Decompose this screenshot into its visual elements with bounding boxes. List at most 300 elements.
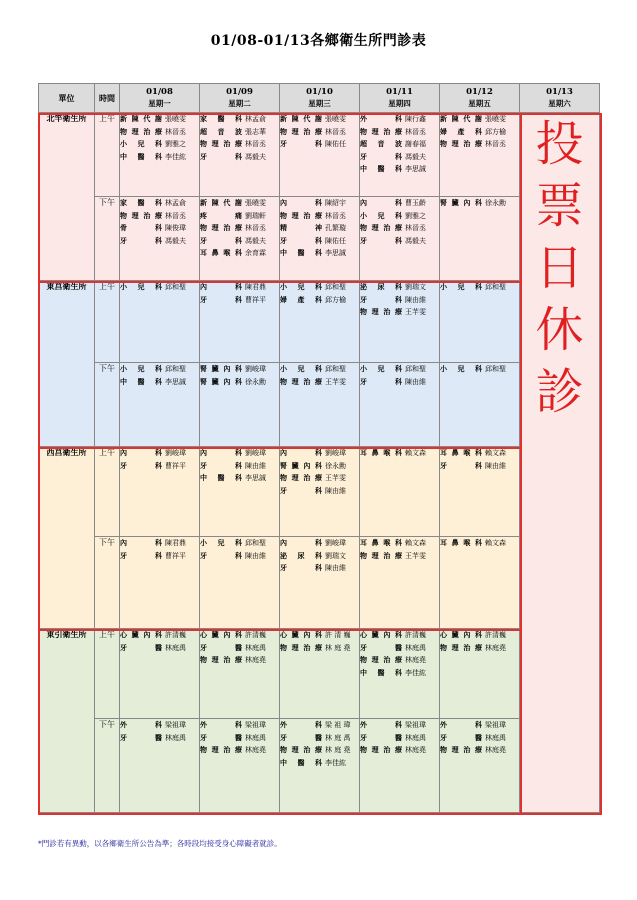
- doctor-name: 林庭禹: [165, 643, 186, 652]
- clinic-entry: [360, 222, 439, 235]
- schedule-cell: [440, 629, 520, 719]
- department: 家 醫 科: [120, 198, 162, 207]
- schedule-cell: [200, 281, 280, 363]
- clinic-entry: [360, 376, 439, 389]
- clinic-entry: [120, 363, 199, 376]
- station-name: 北竿衛生所: [39, 113, 95, 281]
- header-unit: 單位: [39, 84, 95, 113]
- period-label: 下午: [95, 197, 120, 281]
- clinic-entry: [200, 642, 279, 655]
- schedule-cell: [440, 197, 520, 281]
- clinic-entry: [120, 376, 199, 389]
- doctor-name: 邱和聖: [245, 539, 266, 547]
- clinic-entry: [440, 447, 519, 460]
- doctor-name: 邱和聖: [325, 283, 346, 291]
- doctor-name: 徐永勳: [325, 461, 346, 470]
- department: 牙 醫: [360, 732, 402, 742]
- clinic-entry: [200, 732, 279, 745]
- schedule-cell: [120, 447, 200, 537]
- clinic-entry: [440, 642, 519, 655]
- header-day-3: [280, 84, 360, 113]
- header-day-6: [520, 84, 600, 113]
- department: 內 科: [200, 282, 242, 291]
- department: 物理治療: [440, 745, 482, 754]
- doctor-name: 林庭禹: [245, 643, 266, 652]
- doctor-name: 劉峻瑋: [165, 449, 186, 457]
- doctor-name: 馮毅夫: [165, 236, 186, 245]
- header-date: 01/09: [226, 87, 253, 97]
- clinic-entry: [280, 281, 359, 294]
- clinic-entry: [120, 537, 199, 550]
- doctor-name: 王芊雯: [325, 474, 346, 482]
- clinic-entry: [200, 719, 279, 732]
- clinic-entry: [280, 472, 359, 485]
- department: 疼 痛: [200, 210, 242, 220]
- schedule-cell: [360, 719, 440, 813]
- department: 牙 醫: [200, 732, 242, 742]
- clinic-schedule-table: [38, 83, 600, 813]
- doctor-name: 賴文森: [485, 449, 506, 457]
- clinic-entry: [120, 732, 199, 745]
- doctor-name: 張曉雯: [165, 115, 186, 123]
- clinic-entry: [280, 235, 359, 248]
- header-day-4: [360, 84, 440, 113]
- schedule-cell: [360, 197, 440, 281]
- clinic-entry: [440, 138, 519, 151]
- clinic-entry: [200, 744, 279, 757]
- doctor-name: 李佳紘: [405, 668, 426, 677]
- clinic-entry: [360, 294, 439, 307]
- page-title: 01/08-01/13各鄉衛生所門診表: [210, 33, 427, 49]
- department: 中 醫 科: [280, 248, 322, 257]
- department: 牙 科: [360, 294, 402, 304]
- clinic-entry: [360, 138, 439, 151]
- doctor-name: 邱和聖: [485, 283, 506, 291]
- doctor-name: 林庭禹: [245, 733, 266, 742]
- header-weekday: 星期一: [148, 99, 171, 108]
- doctor-name: 劉雅之: [405, 211, 426, 220]
- department: 物理治療: [120, 126, 162, 136]
- department: 牙 醫: [120, 732, 162, 742]
- clinic-entry: [360, 113, 439, 126]
- department: 耳鼻喉科: [360, 538, 402, 547]
- doctor-name: 張志華: [245, 127, 266, 136]
- closed-note-char: 票: [535, 178, 584, 234]
- clinic-entry: [120, 222, 199, 235]
- doctor-name: 馮毅夫: [245, 236, 266, 245]
- clinic-entry: [440, 126, 519, 139]
- doctor-name: 李思誠: [165, 377, 186, 386]
- clinic-entry: [200, 126, 279, 139]
- doctor-name: 陳佑任: [325, 140, 346, 148]
- department: 小 兒 科: [200, 538, 242, 547]
- department: 內 科: [120, 538, 162, 547]
- department: 腎臟內科: [200, 376, 242, 386]
- doctor-name: 林晉丞: [405, 127, 426, 136]
- doctor-name: 曹祥平: [245, 295, 266, 304]
- department: 骨 科: [120, 223, 162, 232]
- doctor-name: 林庭禹: [405, 733, 426, 742]
- schedule-cell: [200, 537, 280, 629]
- clinic-entry: [200, 654, 279, 667]
- clinic-entry: [280, 485, 359, 498]
- doctor-name: 陳由維: [405, 295, 426, 304]
- clinic-entry: [280, 138, 359, 151]
- clinic-entry: [280, 537, 359, 550]
- header-date: 01/12: [466, 87, 493, 97]
- schedule-cell: [280, 281, 360, 363]
- doctor-name: 張曉雯: [245, 199, 266, 207]
- department: 外 科: [360, 720, 402, 729]
- department: 小 兒 科: [440, 364, 482, 373]
- closed-note-char: 投: [535, 116, 584, 172]
- doctor-name: 林晉丞: [245, 140, 266, 148]
- doctor-name: 馮毅夫: [405, 152, 426, 161]
- doctor-name: 林庭禹: [485, 733, 506, 742]
- department: 心臟內科: [200, 630, 242, 639]
- doctor-name: 許清巍: [245, 631, 266, 639]
- schedule-cell: [280, 719, 360, 813]
- schedule-cell: [120, 537, 200, 629]
- department: 牙 科: [120, 460, 162, 470]
- doctor-name: 徐永勳: [245, 377, 266, 386]
- doctor-name: 陳由維: [325, 564, 346, 572]
- header-weekday: 星期五: [468, 99, 491, 108]
- clinic-entry: [360, 281, 439, 294]
- department: 超 音 波: [200, 126, 242, 136]
- doctor-name: 陳由維: [405, 377, 426, 386]
- department: 牙 科: [200, 235, 242, 245]
- department: 物理治療: [360, 307, 402, 316]
- department: 牙 科: [280, 235, 322, 245]
- clinic-entry: [360, 126, 439, 139]
- clinic-entry: [200, 363, 279, 376]
- schedule-cell: [200, 719, 280, 813]
- station-row-am: [39, 629, 600, 719]
- department: 物理治療: [440, 642, 482, 652]
- station-row-pm: [39, 197, 600, 281]
- doctor-name: 許清巍: [165, 631, 186, 639]
- doctor-name: 馮毅夫: [245, 152, 266, 161]
- doctor-name: 許清巍: [405, 631, 426, 639]
- doctor-name: 陳由維: [245, 461, 266, 470]
- department: 中 醫 科: [120, 151, 162, 161]
- department: 心臟內科: [440, 630, 482, 639]
- station-name: 東莒衛生所: [39, 281, 95, 447]
- department: 中 醫 科: [120, 376, 162, 386]
- doctor-name: 邱方榆: [325, 295, 346, 304]
- schedule-cell: [280, 629, 360, 719]
- department: 物理治療: [360, 745, 402, 754]
- doctor-name: 許清巍: [485, 631, 506, 639]
- clinic-entry: [440, 744, 519, 757]
- department: 小 兒 科: [360, 210, 402, 220]
- clinic-entry: [120, 281, 199, 294]
- doctor-name: 林孟俞: [165, 199, 186, 207]
- clinic-entry: [280, 363, 359, 376]
- doctor-name: 林晉丞: [165, 127, 186, 136]
- department: 新陳代謝: [200, 198, 242, 207]
- doctor-name: 李思誠: [245, 474, 266, 482]
- department: 小 兒 科: [280, 364, 322, 373]
- clinic-entry: [120, 460, 199, 473]
- doctor-name: 林庭禹: [405, 643, 426, 652]
- doctor-name: 徐永勳: [485, 199, 506, 207]
- clinic-entry: [440, 113, 519, 126]
- doctor-name: 林晉丞: [165, 211, 186, 220]
- department: 牙 科: [360, 376, 402, 386]
- department: 牙 醫: [200, 642, 242, 652]
- department: 物理治療: [440, 139, 482, 148]
- schedule-cell: [120, 113, 200, 197]
- clinic-entry: [360, 537, 439, 550]
- clinic-entry: [280, 113, 359, 126]
- clinic-entry: [280, 629, 359, 642]
- clinic-entry: [200, 294, 279, 307]
- clinic-entry: [200, 537, 279, 550]
- schedule-cell: [440, 363, 520, 447]
- doctor-name: 林孟俞: [245, 115, 266, 123]
- department: 物理治療: [280, 473, 322, 482]
- clinic-entry: [200, 151, 279, 164]
- doctor-name: 劉峻瑋: [245, 449, 266, 457]
- header-weekday: 星期三: [308, 99, 331, 108]
- clinic-entry: [440, 719, 519, 732]
- clinic-entry: [280, 376, 359, 389]
- header-date: 01/13: [546, 87, 573, 97]
- clinic-entry: [120, 642, 199, 655]
- clinic-entry: [360, 667, 439, 680]
- department: 外 科: [360, 114, 402, 123]
- doctor-name: 林 庭 堯: [325, 643, 351, 652]
- clinic-entry: [440, 281, 519, 294]
- clinic-entry: [360, 719, 439, 732]
- department: 婦 產 科: [280, 294, 322, 304]
- clinic-entry: [280, 247, 359, 260]
- department: 外 科: [200, 720, 242, 729]
- department: 精 神: [280, 223, 322, 232]
- doctor-name: 邱方榆: [485, 127, 506, 136]
- doctor-name: 陳由維: [245, 551, 266, 560]
- department: 新陳代謝: [280, 114, 322, 123]
- clinic-entry: [280, 757, 359, 770]
- doctor-name: 林晉丞: [245, 224, 266, 232]
- clinic-entry: [120, 126, 199, 139]
- department: 牙 醫: [120, 642, 162, 652]
- doctor-name: 陳佑任: [325, 236, 346, 245]
- closed-note-char: 日: [535, 240, 584, 296]
- header-date: 01/11: [386, 87, 413, 97]
- department: 牙 科: [120, 550, 162, 560]
- clinic-entry: [280, 294, 359, 307]
- clinic-entry: [360, 306, 439, 319]
- department: 心臟內科: [280, 630, 322, 639]
- clinic-entry: [120, 113, 199, 126]
- station-row-am: [39, 447, 600, 537]
- clinic-entry: [280, 550, 359, 563]
- department: 物理治療: [200, 223, 242, 232]
- clinic-entry: [440, 732, 519, 745]
- clinic-entry: [360, 163, 439, 176]
- doctor-name: 林晉丞: [325, 211, 346, 220]
- clinic-entry: [280, 562, 359, 575]
- department: 外 科: [120, 720, 162, 729]
- header-day-5: [440, 84, 520, 113]
- clinic-entry: [360, 235, 439, 248]
- schedule-cell: [280, 447, 360, 537]
- doctor-name: 劉瑞軒: [245, 211, 266, 220]
- department: 牙 科: [280, 563, 322, 572]
- station-name: 西莒衛生所: [39, 447, 95, 629]
- department: 小 兒 科: [120, 282, 162, 291]
- department: 內 科: [120, 448, 162, 457]
- header-day-1: [120, 84, 200, 113]
- clinic-entry: [280, 447, 359, 460]
- department: 牙 科: [280, 139, 322, 148]
- department: 物理治療: [360, 655, 402, 664]
- clinic-entry: [360, 197, 439, 210]
- department: 泌 尿 科: [360, 282, 402, 291]
- doctor-name: 李佳紘: [165, 152, 186, 161]
- department: 內 科: [280, 538, 322, 547]
- doctor-name: 曹祥平: [165, 551, 186, 560]
- doctor-name: 林晉丞: [325, 127, 346, 136]
- department: 牙 科: [200, 460, 242, 470]
- header-date: 01/10: [306, 87, 333, 97]
- clinic-entry: [200, 247, 279, 260]
- department: 小 兒 科: [360, 364, 402, 373]
- clinic-entry: [200, 460, 279, 473]
- clinic-entry: [360, 732, 439, 745]
- clinic-entry: [120, 719, 199, 732]
- department: 耳鼻喉科: [440, 448, 482, 457]
- doctor-name: 林庭堯: [485, 746, 506, 754]
- department: 小 兒 科: [280, 282, 322, 291]
- doctor-name: 邱和聖: [485, 365, 506, 373]
- clinic-entry: [440, 197, 519, 210]
- department: 心臟內科: [120, 630, 162, 639]
- header-weekday: 星期二: [228, 99, 251, 108]
- doctor-name: 邱和聖: [405, 365, 426, 373]
- schedule-cell: [280, 363, 360, 447]
- doctor-name: 曹玉齡: [405, 199, 426, 207]
- doctor-name: 曹祥平: [165, 461, 186, 470]
- department: 中 醫 科: [200, 473, 242, 482]
- doctor-name: 林庭堯: [405, 656, 426, 664]
- clinic-entry: [360, 654, 439, 667]
- department: 牙 科: [440, 460, 482, 470]
- clinic-entry: [120, 210, 199, 223]
- clinic-entry: [200, 472, 279, 485]
- doctor-name: 許 清 巍: [325, 631, 351, 639]
- schedule-cell: [120, 363, 200, 447]
- department: 腎臟內科: [440, 198, 482, 207]
- schedule-cell: [360, 537, 440, 629]
- doctor-name: 陳由維: [325, 486, 346, 495]
- schedule-cell: [120, 197, 200, 281]
- clinic-entry: [360, 642, 439, 655]
- doctor-name: 李思誠: [325, 249, 346, 257]
- doctor-name: 邱和聖: [325, 365, 346, 373]
- department: 家 醫 科: [200, 114, 242, 123]
- clinic-entry: [120, 197, 199, 210]
- doctor-name: 梁 祖 瑋: [325, 721, 351, 729]
- header-date: 01/08: [146, 87, 173, 97]
- department: 小 兒 科: [440, 282, 482, 291]
- clinic-entry: [200, 222, 279, 235]
- department: 心臟內科: [360, 630, 402, 639]
- department: 內 科: [280, 448, 322, 457]
- department: 物理治療: [280, 126, 322, 136]
- clinic-entry: [120, 138, 199, 151]
- doctor-name: 賴文森: [485, 539, 506, 547]
- department: 內 科: [360, 198, 402, 207]
- department: 物理治療: [360, 223, 402, 232]
- clinic-entry: [360, 210, 439, 223]
- department: 小 兒 科: [120, 364, 162, 373]
- doctor-name: 謝春福: [405, 140, 426, 148]
- period-label: 下午: [95, 363, 120, 447]
- clinic-entry: [120, 151, 199, 164]
- period-label: 上午: [95, 281, 120, 363]
- department: 物理治療: [280, 376, 322, 386]
- schedule-cell: [440, 281, 520, 363]
- period-label: 上午: [95, 629, 120, 719]
- department: 泌 尿 科: [280, 550, 322, 560]
- department: 耳鼻喉科: [200, 248, 242, 257]
- schedule-cell: [440, 719, 520, 813]
- doctor-name: 林庭禹: [165, 733, 186, 742]
- department: 中 醫 科: [360, 667, 402, 677]
- schedule-cell: [280, 113, 360, 197]
- doctor-name: 邱和聖: [165, 365, 186, 373]
- department: 物理治療: [360, 126, 402, 136]
- department: 物理治療: [280, 210, 322, 220]
- doctor-name: 陳紹宇: [325, 199, 346, 207]
- clinic-entry: [200, 113, 279, 126]
- department: 內 科: [280, 198, 322, 207]
- closed-note-char: 休: [535, 302, 584, 358]
- clinic-entry: [280, 222, 359, 235]
- station-name: 東引衛生所: [39, 629, 95, 813]
- department: 牙 科: [200, 294, 242, 304]
- clinic-entry: [200, 629, 279, 642]
- schedule-cell: [360, 363, 440, 447]
- clinic-entry: [280, 197, 359, 210]
- clinic-entry: [120, 629, 199, 642]
- department: 物理治療: [200, 655, 242, 664]
- doctor-name: 孔繁璇: [325, 224, 346, 232]
- schedule-cell: [120, 719, 200, 813]
- schedule-cell: [200, 447, 280, 537]
- period-label: 下午: [95, 719, 120, 813]
- schedule-cell: [440, 113, 520, 197]
- department: 婦 產 科: [440, 126, 482, 136]
- clinic-entry: [440, 537, 519, 550]
- department: 超 音 波: [360, 139, 402, 148]
- station-row-am: [39, 281, 600, 363]
- department: 牙 科: [280, 485, 322, 495]
- schedule-cell: [360, 447, 440, 537]
- doctor-name: 劉瑞文: [325, 551, 346, 560]
- doctor-name: 邱和聖: [165, 283, 186, 291]
- clinic-entry: [440, 460, 519, 473]
- schedule-cell: [120, 629, 200, 719]
- clinic-entry: [200, 281, 279, 294]
- period-label: 下午: [95, 537, 120, 629]
- schedule-cell: [200, 363, 280, 447]
- doctor-name: 林晉丞: [485, 140, 506, 148]
